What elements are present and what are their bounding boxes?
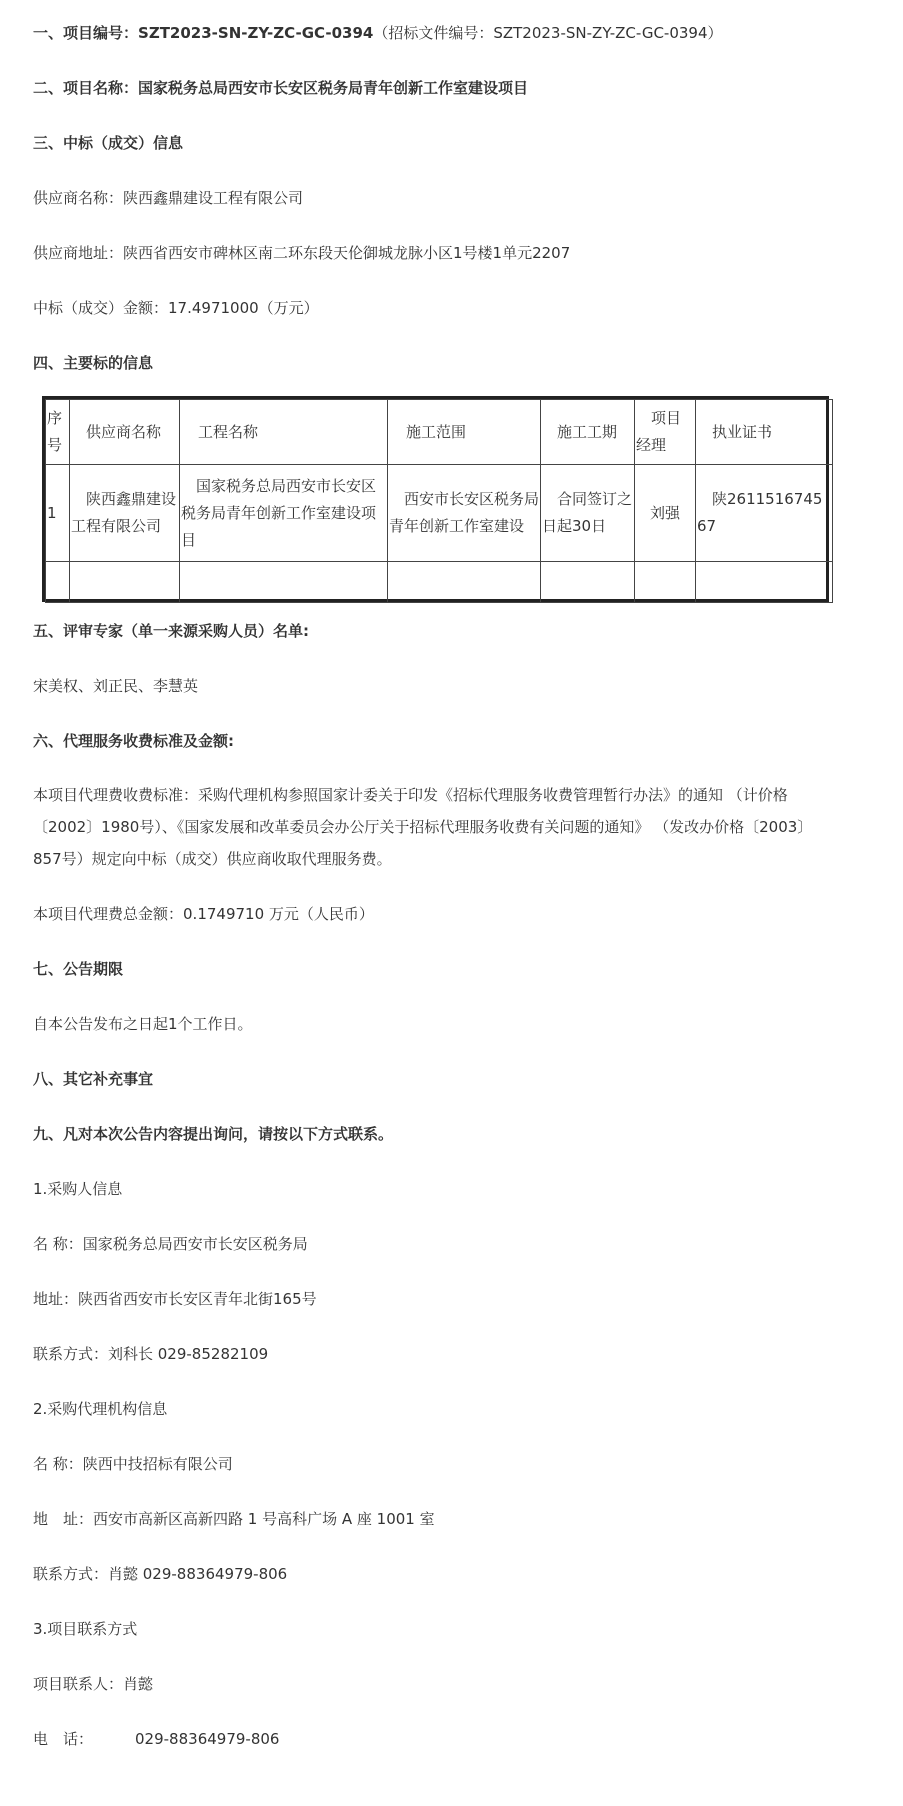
section-award-info-title: 三、中标（成交）信息 <box>33 134 184 152</box>
table-header-cell: 施工工期 <box>541 400 635 465</box>
table-cell: 陕261151674567 <box>696 465 833 562</box>
project-contact-phone-line <box>33 1729 279 1749</box>
table-header-cell: 项目经理 <box>635 400 696 465</box>
award-amount: 中标（成交）金额：17.4971000（万元） <box>33 299 319 317</box>
agency-heading: 2.采购代理机构信息 <box>33 1400 168 1418</box>
table-cell: 合同签订之日起30日 <box>541 465 635 562</box>
section-notice-period-title: 七、公告期限 <box>33 960 124 978</box>
table-cell <box>541 562 635 603</box>
table-cell <box>180 562 388 603</box>
project-number: SZT2023-SN-ZY-ZC-GC-0394 <box>138 24 374 42</box>
purchaser-address: 地址：陕西省西安市长安区青年北街165号 <box>33 1290 317 1308</box>
table-cell: 1 <box>46 465 70 562</box>
project-number-label: 一、项目编号： <box>33 24 139 42</box>
table-cell: 陕西鑫鼎建设工程有限公司 <box>70 465 180 562</box>
experts-list: 宋美权、刘正民、李慧英 <box>33 677 199 695</box>
table-header-cell: 执业证书 <box>696 400 833 465</box>
agency-name: 名 称：陕西中技招标有限公司 <box>33 1455 233 1473</box>
section-agency-fee-title: 六、代理服务收费标准及金额: <box>33 732 234 750</box>
project-name: 国家税务总局西安市长安区税务局青年创新工作室建设项目 <box>138 79 529 97</box>
table-cell: 西安市长安区税务局青年创新工作室建设 <box>388 465 541 562</box>
agency-fee-standard: 本项目代理费收费标准：采购代理机构参照国家计委关于印发《招标代理服务收费管理暂行办法》的通知 （计价格〔2002〕1980号）、《国家发展和改革委员会办公厅关于招标代理服务收费有关问题的通知》 （发改办价格〔2003〕857号）规定向中标（成交）供应商收取代理服务费。 <box>33 786 813 868</box>
notice-period: 自本公告发布之日起1个工作日。 <box>33 1015 253 1033</box>
table-cell <box>388 562 541 603</box>
table-cell: 刘强 <box>635 465 696 562</box>
table-cell: 国家税务总局西安市长安区税务局青年创新工作室建设项目 <box>180 465 388 562</box>
project-contact-heading: 3.项目联系方式 <box>33 1620 138 1638</box>
table-row <box>46 465 833 562</box>
supplier-name: 供应商名称：陕西鑫鼎建设工程有限公司 <box>33 189 304 207</box>
purchaser-contact: 联系方式：刘科长 029-85282109 <box>33 1345 269 1363</box>
table-cell <box>635 562 696 603</box>
table-cell <box>70 562 180 603</box>
table-header-row <box>46 400 833 465</box>
section-other-matters-title: 八、其它补充事宜 <box>33 1070 154 1088</box>
section-experts-title: 五、评审专家（单一来源采购人员）名单: <box>33 622 310 640</box>
phone-number: 029-88364979-806 <box>135 1730 280 1748</box>
table-header-cell: 工程名称 <box>180 400 388 465</box>
project-number-line <box>33 23 723 43</box>
agency-fee-total: 本项目代理费总金额：0.1749710 万元（人民币） <box>33 905 374 923</box>
table-row-empty <box>46 562 833 603</box>
tender-doc-number: （招标文件编号：SZT2023-SN-ZY-ZC-GC-0394） <box>373 24 723 42</box>
agency-contact: 联系方式：肖懿 029-88364979-806 <box>33 1565 288 1583</box>
award-table <box>42 396 829 602</box>
project-name-line <box>33 78 528 98</box>
section-main-subject-title: 四、主要标的信息 <box>33 354 154 372</box>
project-contact-person: 项目联系人：肖懿 <box>33 1675 154 1693</box>
purchaser-heading: 1.采购人信息 <box>33 1180 123 1198</box>
table-header-cell: 序号 <box>46 400 70 465</box>
purchaser-name: 名 称：国家税务总局西安市长安区税务局 <box>33 1235 308 1253</box>
table-cell <box>46 562 70 603</box>
agency-address: 地 址：西安市高新区高新四路 1 号高科广场 A 座 1001 室 <box>33 1510 435 1528</box>
section-contact-title: 九、凡对本次公告内容提出询问，请按以下方式联系。 <box>33 1125 394 1143</box>
phone-label: 电 话： <box>33 1730 94 1748</box>
supplier-address: 供应商地址：陕西省西安市碑林区南二环东段天伦御城龙脉小区1号楼1单元2207 <box>33 244 571 262</box>
table-cell <box>696 562 833 603</box>
table-header-cell: 施工范围 <box>388 400 541 465</box>
table-header-cell: 供应商名称 <box>70 400 180 465</box>
project-name-label: 二、项目名称： <box>33 79 139 97</box>
